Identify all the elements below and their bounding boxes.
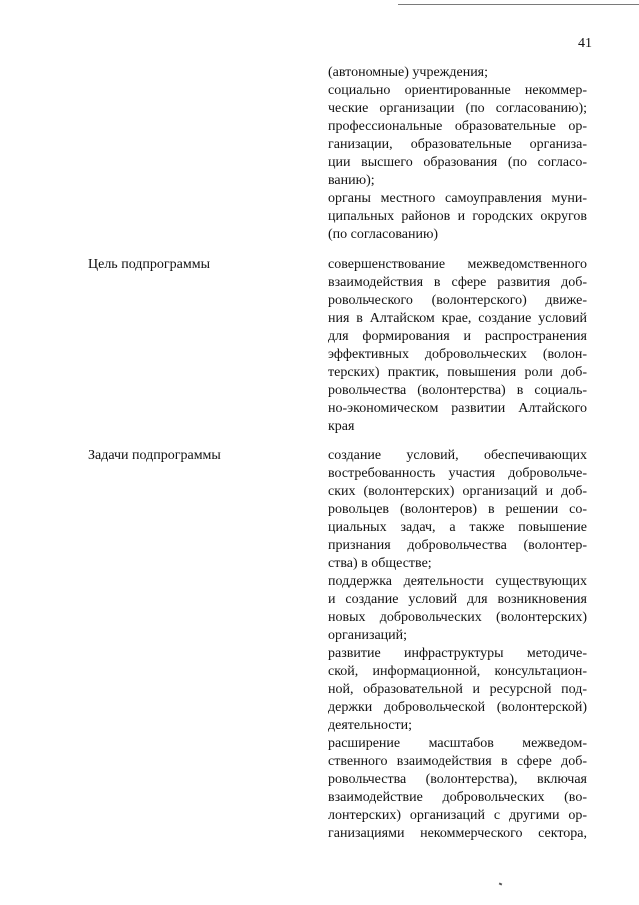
text-line: ровольчества (волонтерства) в социаль- [328, 383, 587, 398]
scan-mark [499, 882, 503, 885]
text-line: ства) в обществе; [328, 556, 432, 571]
text-line: ровольчества (волонтерства), включая [328, 772, 587, 787]
text-line: новых добровольческих (волонтерских) [328, 610, 587, 625]
text-line: ских (волонтерских) организаций и доб- [328, 484, 587, 499]
text-line: поддержка деятельности существующих [328, 574, 587, 589]
text-line: ственного взаимодействия в сфере доб- [328, 754, 587, 769]
header-rule [398, 4, 639, 5]
text-line: востребованность участия добровольче- [328, 466, 587, 481]
text-line: и создание условий для возникновения [328, 592, 587, 607]
text-line: ческие организации (по согласованию); [328, 101, 587, 116]
text-line: ванию); [328, 173, 375, 188]
text-line: развитие инфраструктуры методиче- [328, 646, 587, 661]
text-line: профессиональные образовательные ор- [328, 119, 587, 134]
text-line: ции высшего образования (по согласо- [328, 155, 587, 170]
text-line: ния в Алтайском крае, создание условий [328, 311, 587, 326]
tasks-label: Задачи подпрограммы [88, 448, 221, 463]
text-line: но-экономическом развитии Алтайского [328, 401, 587, 416]
text-line: создание условий, обеспечивающих [328, 448, 587, 463]
text-line: органы местного самоуправления муни- [328, 191, 587, 206]
text-line: взаимодействие добровольческих (во- [328, 790, 587, 805]
text-line: деятельности; [328, 718, 413, 733]
page-number: 41 [578, 36, 592, 51]
text-line: циальных задач, а также повышение [328, 520, 587, 535]
text-line: эффективных добровольческих (волон- [328, 347, 587, 362]
text-line: держки добровольческой (волонтерской) [328, 700, 587, 715]
text-line: ганизации, образовательные организа- [328, 137, 587, 152]
goal-label: Цель подпрограммы [88, 257, 210, 272]
text-line: совершенствование межведомственного [328, 257, 587, 272]
text-line: ганизациями некоммерческого сектора, [328, 826, 587, 841]
text-line: (автономные) учреждения; [328, 65, 489, 80]
text-line: социально ориентированные некоммер- [328, 83, 587, 98]
text-line: (по согласованию) [328, 227, 439, 242]
text-line: взаимодействия в сфере развития доб- [328, 275, 587, 290]
text-line: ципальных районов и городских округов [328, 209, 587, 224]
text-line: ровольческого (волонтерского) движе- [328, 293, 587, 308]
text-line: края [328, 419, 355, 434]
text-line: для формирования и распространения [328, 329, 587, 344]
text-line: ной, образовательной и ресурсной под- [328, 682, 587, 697]
text-line: расширение масштабов межведом- [328, 736, 587, 751]
text-line: организаций; [328, 628, 408, 643]
text-line: признания добровольчества (волонтер- [328, 538, 587, 553]
text-line: ской, информационной, консультацион- [328, 664, 587, 679]
text-line: терских) практик, повышения роли доб- [328, 365, 587, 380]
text-line: ровольцев (волонтеров) в решении со- [328, 502, 587, 517]
text-line: лонтерских) организаций с другими ор- [328, 808, 587, 823]
